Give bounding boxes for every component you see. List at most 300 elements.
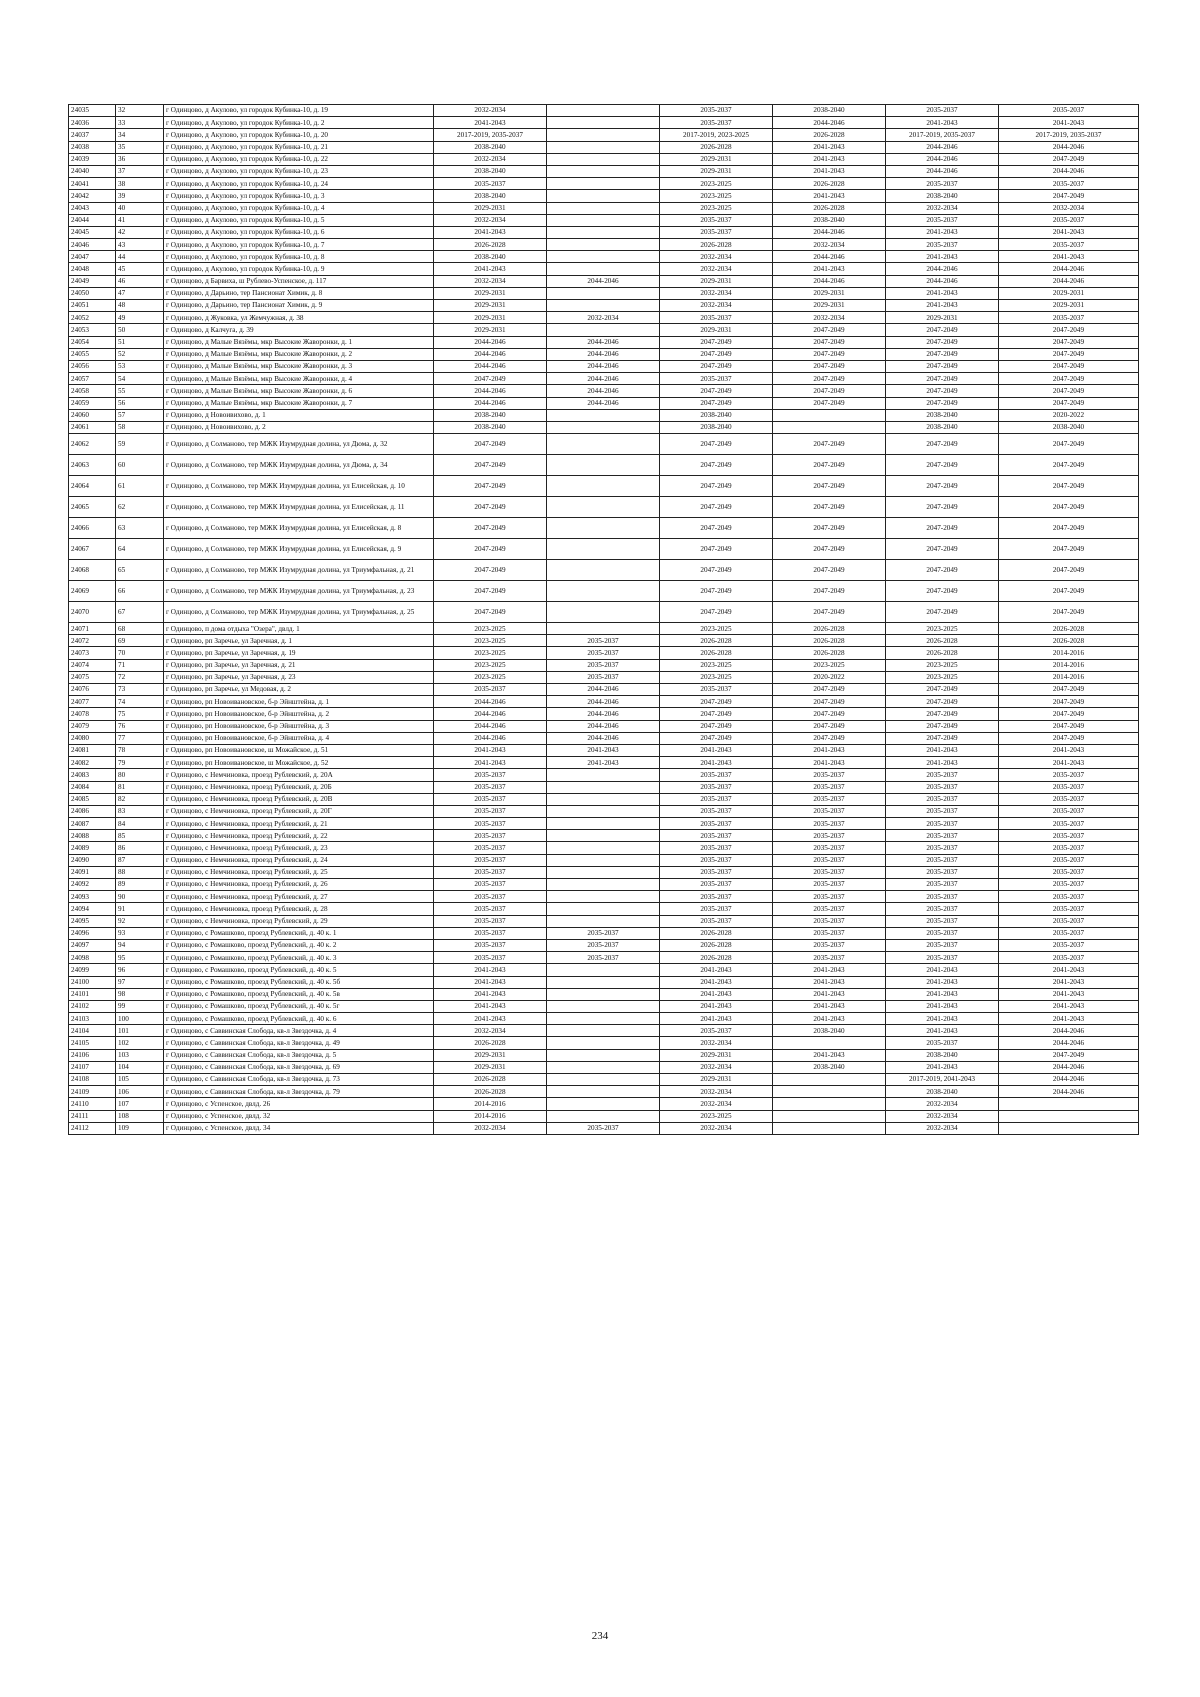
cell-p4: 2029-2031 — [773, 300, 886, 312]
cell-p3: 2041-2043 — [660, 988, 773, 1000]
cell-p6: 2035-2037 — [999, 952, 1139, 964]
cell-n: 103 — [116, 1049, 164, 1061]
cell-p5: 2035-2037 — [886, 830, 999, 842]
cell-n: 35 — [116, 141, 164, 153]
cell-addr: г Одинцово, д Акулово, ул городок Кубинка-10, д. 8 — [164, 251, 434, 263]
cell-addr: г Одинцово, д Акулово, ул городок Кубинка-10, д. 19 — [164, 105, 434, 117]
cell-n: 70 — [116, 647, 164, 659]
cell-addr: г Одинцово, с Немчиновка, проезд Рублевский, д. 20Г — [164, 805, 434, 817]
cell-p2 — [547, 1098, 660, 1110]
cell-p3: 2023-2025 — [660, 623, 773, 635]
cell-n: 91 — [116, 903, 164, 915]
cell-p1: 2038-2040 — [434, 190, 547, 202]
table-row — [69, 1025, 1139, 1037]
cell-id: 24087 — [69, 818, 116, 830]
cell-addr: г Одинцово, рп Новоивановское, б-р Эйнштейна, д. 4 — [164, 732, 434, 744]
cell-p2 — [547, 879, 660, 891]
cell-p2 — [547, 891, 660, 903]
cell-p4: 2026-2028 — [773, 178, 886, 190]
cell-p5: 2035-2037 — [886, 769, 999, 781]
cell-p2: 2044-2046 — [547, 708, 660, 720]
cell-p4: 2047-2049 — [773, 518, 886, 539]
table-row — [69, 952, 1139, 964]
cell-id: 24085 — [69, 793, 116, 805]
cell-addr: г Одинцово, д Акулово, ул городок Кубинка-10, д. 21 — [164, 141, 434, 153]
cell-p3: 2047-2049 — [660, 732, 773, 744]
cell-p3: 2032-2034 — [660, 1086, 773, 1098]
cell-p1: 2044-2046 — [434, 720, 547, 732]
cell-addr: г Одинцово, д Акулово, ул городок Кубинка-10, д. 5 — [164, 214, 434, 226]
cell-id: 24097 — [69, 939, 116, 951]
cell-n: 34 — [116, 129, 164, 141]
cell-n: 43 — [116, 239, 164, 251]
cell-p2 — [547, 421, 660, 433]
cell-p2 — [547, 964, 660, 976]
cell-p6 — [999, 1110, 1139, 1122]
table-row — [69, 539, 1139, 560]
cell-id: 24111 — [69, 1110, 116, 1122]
cell-p1: 2047-2049 — [434, 581, 547, 602]
cell-p1: 2023-2025 — [434, 635, 547, 647]
cell-p5: 2035-2037 — [886, 818, 999, 830]
cell-p3: 2047-2049 — [660, 336, 773, 348]
cell-p4: 2044-2046 — [773, 226, 886, 238]
table-row — [69, 781, 1139, 793]
cell-n: 59 — [116, 434, 164, 455]
table-row — [69, 178, 1139, 190]
cell-p5: 2047-2049 — [886, 720, 999, 732]
cell-p6: 2047-2049 — [999, 397, 1139, 409]
cell-id: 24054 — [69, 336, 116, 348]
table-row — [69, 434, 1139, 455]
cell-n: 68 — [116, 623, 164, 635]
cell-p6: 2047-2049 — [999, 434, 1139, 455]
cell-id: 24070 — [69, 602, 116, 623]
cell-p2 — [547, 793, 660, 805]
cell-p6: 2047-2049 — [999, 518, 1139, 539]
cell-p3: 2032-2034 — [660, 251, 773, 263]
cell-n: 79 — [116, 757, 164, 769]
cell-n: 47 — [116, 287, 164, 299]
cell-n: 69 — [116, 635, 164, 647]
cell-addr: г Одинцово, с Немчиновка, проезд Рублевский, д. 20А — [164, 769, 434, 781]
cell-p4: 2035-2037 — [773, 952, 886, 964]
cell-addr: г Одинцово, д Солманово, тер МЖК Изумрудная долина, ул Елисейская, д. 9 — [164, 539, 434, 560]
cell-addr: г Одинцово, с Успенское, двлд. 26 — [164, 1098, 434, 1110]
cell-n: 78 — [116, 744, 164, 756]
cell-p4: 2020-2022 — [773, 671, 886, 683]
cell-addr: г Одинцово, д Солманово, тер МЖК Изумрудная долина, ул Триумфальная, д. 25 — [164, 602, 434, 623]
cell-p6: 2014-2016 — [999, 647, 1139, 659]
table-row — [69, 385, 1139, 397]
cell-n: 40 — [116, 202, 164, 214]
cell-p5: 2047-2049 — [886, 397, 999, 409]
cell-addr: г Одинцово, с Немчиновка, проезд Рублевский, д. 20Б — [164, 781, 434, 793]
cell-id: 24105 — [69, 1037, 116, 1049]
cell-p1: 2044-2046 — [434, 348, 547, 360]
cell-p5: 2041-2043 — [886, 226, 999, 238]
cell-id: 24045 — [69, 226, 116, 238]
cell-p6: 2044-2046 — [999, 275, 1139, 287]
cell-id: 24091 — [69, 866, 116, 878]
table-row — [69, 891, 1139, 903]
cell-n: 48 — [116, 300, 164, 312]
cell-n: 39 — [116, 190, 164, 202]
cell-n: 104 — [116, 1061, 164, 1073]
cell-p3: 2032-2034 — [660, 263, 773, 275]
cell-p1: 2035-2037 — [434, 939, 547, 951]
cell-addr: г Одинцово, д Малые Вязёмы, мкр Высокие Жаворонки, д. 6 — [164, 385, 434, 397]
table-row — [69, 324, 1139, 336]
table-row — [69, 1098, 1139, 1110]
table-row — [69, 251, 1139, 263]
cell-p2 — [547, 300, 660, 312]
table-row — [69, 360, 1139, 372]
cell-p5: 2035-2037 — [886, 214, 999, 226]
cell-p1: 2035-2037 — [434, 915, 547, 927]
cell-n: 45 — [116, 263, 164, 275]
cell-p1: 2041-2043 — [434, 757, 547, 769]
table-row — [69, 190, 1139, 202]
cell-p5: 2047-2049 — [886, 696, 999, 708]
cell-p6: 2047-2049 — [999, 560, 1139, 581]
cell-p2 — [547, 117, 660, 129]
cell-p2: 2044-2046 — [547, 385, 660, 397]
cell-p2: 2044-2046 — [547, 397, 660, 409]
cell-p4: 2035-2037 — [773, 769, 886, 781]
cell-p2 — [547, 202, 660, 214]
cell-p3: 2032-2034 — [660, 1098, 773, 1110]
cell-p1: 2041-2043 — [434, 744, 547, 756]
cell-p6: 2047-2049 — [999, 720, 1139, 732]
cell-p1: 2029-2031 — [434, 1049, 547, 1061]
cell-p5: 2047-2049 — [886, 373, 999, 385]
table-row — [69, 129, 1139, 141]
table-row — [69, 1110, 1139, 1122]
table-row — [69, 348, 1139, 360]
cell-n: 60 — [116, 455, 164, 476]
cell-p3: 2035-2037 — [660, 1025, 773, 1037]
cell-p5: 2041-2043 — [886, 964, 999, 976]
cell-n: 97 — [116, 976, 164, 988]
cell-p3: 2035-2037 — [660, 879, 773, 891]
cell-p2 — [547, 153, 660, 165]
cell-p4 — [773, 1098, 886, 1110]
cell-p5: 2017-2019, 2035-2037 — [886, 129, 999, 141]
cell-id: 24072 — [69, 635, 116, 647]
cell-p2 — [547, 1086, 660, 1098]
cell-p6: 2014-2016 — [999, 659, 1139, 671]
cell-p4: 2047-2049 — [773, 539, 886, 560]
cell-p5: 2035-2037 — [886, 842, 999, 854]
cell-p6: 2047-2049 — [999, 190, 1139, 202]
cell-p2 — [547, 602, 660, 623]
cell-p1: 2044-2046 — [434, 336, 547, 348]
table-row — [69, 263, 1139, 275]
cell-p6: 2044-2046 — [999, 1074, 1139, 1086]
cell-addr: г Одинцово, с Саввинская Слобода, кв-л Звездочка, д. 69 — [164, 1061, 434, 1073]
table-row — [69, 397, 1139, 409]
cell-p4: 2047-2049 — [773, 434, 886, 455]
cell-n: 76 — [116, 720, 164, 732]
cell-addr: г Одинцово, д Акулово, ул городок Кубинка-10, д. 23 — [164, 165, 434, 177]
cell-p6: 2047-2049 — [999, 153, 1139, 165]
table-row — [69, 336, 1139, 348]
cell-id: 24079 — [69, 720, 116, 732]
cell-addr: г Одинцово, д Дарьино, тер Пансионат Химик, д. 9 — [164, 300, 434, 312]
cell-p3: 2026-2028 — [660, 141, 773, 153]
cell-id: 24106 — [69, 1049, 116, 1061]
cell-p6: 2035-2037 — [999, 842, 1139, 854]
table-row — [69, 239, 1139, 251]
table-row — [69, 830, 1139, 842]
cell-p1: 2035-2037 — [434, 178, 547, 190]
cell-n: 52 — [116, 348, 164, 360]
cell-p3: 2035-2037 — [660, 915, 773, 927]
cell-p3: 2029-2031 — [660, 275, 773, 287]
cell-p1: 2029-2031 — [434, 312, 547, 324]
cell-id: 24078 — [69, 708, 116, 720]
cell-p3: 2047-2049 — [660, 720, 773, 732]
cell-id: 24082 — [69, 757, 116, 769]
cell-id: 24099 — [69, 964, 116, 976]
cell-p5: 2044-2046 — [886, 275, 999, 287]
cell-p4 — [773, 409, 886, 421]
cell-addr: г Одинцово, д Малые Вязёмы, мкр Высокие Жаворонки, д. 2 — [164, 348, 434, 360]
cell-n: 66 — [116, 581, 164, 602]
cell-p1: 2032-2034 — [434, 214, 547, 226]
cell-n: 93 — [116, 927, 164, 939]
table-row — [69, 866, 1139, 878]
cell-p6: 2026-2028 — [999, 635, 1139, 647]
cell-id: 24084 — [69, 781, 116, 793]
cell-addr: г Одинцово, рп Заречье, ул Заречная, д. 1 — [164, 635, 434, 647]
cell-p1: 2026-2028 — [434, 239, 547, 251]
cell-p4: 2047-2049 — [773, 602, 886, 623]
cell-p2 — [547, 818, 660, 830]
cell-p1: 2047-2049 — [434, 455, 547, 476]
cell-p2: 2044-2046 — [547, 684, 660, 696]
cell-p5: 2038-2040 — [886, 190, 999, 202]
cell-p4: 2035-2037 — [773, 854, 886, 866]
cell-id: 24048 — [69, 263, 116, 275]
table-row — [69, 373, 1139, 385]
cell-p6: 2035-2037 — [999, 312, 1139, 324]
cell-id: 24049 — [69, 275, 116, 287]
cell-addr: г Одинцово, с Успенское, двлд. 34 — [164, 1122, 434, 1134]
cell-p5: 2047-2049 — [886, 348, 999, 360]
cell-p1: 2044-2046 — [434, 397, 547, 409]
cell-addr: г Одинцово, с Ромашково, проезд Рублевский, д. 40 к. 5б — [164, 976, 434, 988]
cell-id: 24102 — [69, 1000, 116, 1012]
cell-id: 24047 — [69, 251, 116, 263]
cell-p4: 2035-2037 — [773, 915, 886, 927]
table-body — [69, 105, 1139, 1135]
cell-p2 — [547, 903, 660, 915]
cell-p1: 2041-2043 — [434, 1013, 547, 1025]
cell-p4: 2026-2028 — [773, 202, 886, 214]
cell-p1: 2038-2040 — [434, 165, 547, 177]
cell-n: 98 — [116, 988, 164, 1000]
cell-p6: 2047-2049 — [999, 455, 1139, 476]
cell-p5: 2047-2049 — [886, 476, 999, 497]
cell-n: 105 — [116, 1074, 164, 1086]
cell-p4: 2041-2043 — [773, 1049, 886, 1061]
cell-p1: 2041-2043 — [434, 226, 547, 238]
cell-addr: г Одинцово, с Ромашково, проезд Рублевский, д. 40 к. 6 — [164, 1013, 434, 1025]
cell-addr: г Одинцово, с Немчиновка, проезд Рублевский, д. 29 — [164, 915, 434, 927]
cell-addr: г Одинцово, д Малые Вязёмы, мкр Высокие Жаворонки, д. 4 — [164, 373, 434, 385]
cell-n: 108 — [116, 1110, 164, 1122]
table-row — [69, 1037, 1139, 1049]
table-row — [69, 793, 1139, 805]
cell-p5: 2047-2049 — [886, 708, 999, 720]
cell-id: 24035 — [69, 105, 116, 117]
table-row — [69, 165, 1139, 177]
cell-p4: 2038-2040 — [773, 214, 886, 226]
cell-addr: г Одинцово, с Немчиновка, проезд Рублевский, д. 28 — [164, 903, 434, 915]
cell-addr: г Одинцово, рп Новоивановское, ш Можайское, д. 52 — [164, 757, 434, 769]
cell-id: 24098 — [69, 952, 116, 964]
cell-p1: 2029-2031 — [434, 202, 547, 214]
cell-p1: 2035-2037 — [434, 842, 547, 854]
cell-p1: 2032-2034 — [434, 153, 547, 165]
cell-id: 24107 — [69, 1061, 116, 1073]
cell-p2: 2044-2046 — [547, 336, 660, 348]
cell-n: 36 — [116, 153, 164, 165]
cell-p4: 2041-2043 — [773, 988, 886, 1000]
cell-n: 86 — [116, 842, 164, 854]
cell-p6: 2035-2037 — [999, 781, 1139, 793]
cell-addr: г Одинцово, д Новоивихово, д. 2 — [164, 421, 434, 433]
cell-p5: 2044-2046 — [886, 141, 999, 153]
table-row — [69, 988, 1139, 1000]
cell-p3: 2032-2034 — [660, 1122, 773, 1134]
cell-addr: г Одинцово, д Малые Вязёмы, мкр Высокие Жаворонки, д. 3 — [164, 360, 434, 372]
cell-p4: 2035-2037 — [773, 927, 886, 939]
cell-id: 24062 — [69, 434, 116, 455]
cell-p6: 2035-2037 — [999, 891, 1139, 903]
cell-p5: 2041-2043 — [886, 251, 999, 263]
table-row — [69, 842, 1139, 854]
cell-id: 24090 — [69, 854, 116, 866]
cell-p2 — [547, 251, 660, 263]
cell-p1: 2026-2028 — [434, 1074, 547, 1086]
cell-addr: г Одинцово, с Саввинская Слобода, кв-л Звездочка, д. 79 — [164, 1086, 434, 1098]
cell-p2 — [547, 1049, 660, 1061]
cell-p4: 2035-2037 — [773, 866, 886, 878]
cell-p6: 2047-2049 — [999, 360, 1139, 372]
cell-p6: 2047-2049 — [999, 348, 1139, 360]
cell-p3: 2035-2037 — [660, 842, 773, 854]
table-row — [69, 1013, 1139, 1025]
cell-p6: 2047-2049 — [999, 373, 1139, 385]
cell-p2 — [547, 455, 660, 476]
table-row — [69, 684, 1139, 696]
cell-n: 55 — [116, 385, 164, 397]
cell-p5: 2032-2034 — [886, 1110, 999, 1122]
cell-p6: 2035-2037 — [999, 239, 1139, 251]
cell-id: 24073 — [69, 647, 116, 659]
cell-p4: 2047-2049 — [773, 324, 886, 336]
cell-id: 24037 — [69, 129, 116, 141]
cell-id: 24067 — [69, 539, 116, 560]
cell-p3: 2047-2049 — [660, 518, 773, 539]
cell-p3: 2047-2049 — [660, 708, 773, 720]
cell-p4: 2035-2037 — [773, 879, 886, 891]
cell-p6: 2047-2049 — [999, 336, 1139, 348]
cell-p4: 2047-2049 — [773, 560, 886, 581]
cell-p1: 2047-2049 — [434, 373, 547, 385]
cell-p2: 2035-2037 — [547, 659, 660, 671]
cell-id: 24066 — [69, 518, 116, 539]
cell-p3: 2047-2049 — [660, 602, 773, 623]
cell-p3: 2032-2034 — [660, 1037, 773, 1049]
cell-p4: 2041-2043 — [773, 263, 886, 275]
cell-p5: 2032-2034 — [886, 202, 999, 214]
cell-p2 — [547, 239, 660, 251]
cell-p5: 2044-2046 — [886, 165, 999, 177]
cell-n: 62 — [116, 497, 164, 518]
cell-p5: 2023-2025 — [886, 623, 999, 635]
cell-p3: 2035-2037 — [660, 854, 773, 866]
cell-p5: 2041-2043 — [886, 1061, 999, 1073]
cell-id: 24108 — [69, 1074, 116, 1086]
table-row — [69, 275, 1139, 287]
cell-p6: 2047-2049 — [999, 684, 1139, 696]
table-row — [69, 964, 1139, 976]
cell-n: 90 — [116, 891, 164, 903]
cell-p1: 2035-2037 — [434, 818, 547, 830]
cell-n: 37 — [116, 165, 164, 177]
cell-p4: 2044-2046 — [773, 117, 886, 129]
cell-addr: г Одинцово, д Солманово, тер МЖК Изумрудная долина, ул Елисейская, д. 10 — [164, 476, 434, 497]
cell-addr: г Одинцово, д Жуковка, ул Жемчужная, д. 38 — [164, 312, 434, 324]
cell-p2 — [547, 1074, 660, 1086]
cell-p4: 2047-2049 — [773, 684, 886, 696]
cell-p2 — [547, 854, 660, 866]
cell-p2: 2032-2034 — [547, 312, 660, 324]
cell-p2 — [547, 915, 660, 927]
table-row — [69, 421, 1139, 433]
cell-p5: 2035-2037 — [886, 105, 999, 117]
cell-p5: 2023-2025 — [886, 671, 999, 683]
cell-p3: 2029-2031 — [660, 1049, 773, 1061]
cell-p5: 2041-2043 — [886, 757, 999, 769]
cell-p1: 2035-2037 — [434, 879, 547, 891]
cell-p3: 2035-2037 — [660, 226, 773, 238]
cell-p5: 2035-2037 — [886, 866, 999, 878]
cell-n: 100 — [116, 1013, 164, 1025]
cell-p1: 2035-2037 — [434, 805, 547, 817]
cell-addr: г Одинцово, рп Новоивановское, б-р Эйнштейна, д. 3 — [164, 720, 434, 732]
cell-n: 83 — [116, 805, 164, 817]
cell-p1: 2035-2037 — [434, 793, 547, 805]
cell-p4: 2047-2049 — [773, 720, 886, 732]
cell-n: 57 — [116, 409, 164, 421]
cell-p1: 2041-2043 — [434, 976, 547, 988]
cell-p3: 2035-2037 — [660, 818, 773, 830]
cell-p4: 2035-2037 — [773, 818, 886, 830]
cell-p5: 2032-2034 — [886, 1098, 999, 1110]
cell-p5: 2035-2037 — [886, 939, 999, 951]
cell-p5: 2038-2040 — [886, 409, 999, 421]
table-row — [69, 769, 1139, 781]
cell-id: 24100 — [69, 976, 116, 988]
cell-p5: 2035-2037 — [886, 781, 999, 793]
cell-p1: 2035-2037 — [434, 830, 547, 842]
table-row — [69, 141, 1139, 153]
